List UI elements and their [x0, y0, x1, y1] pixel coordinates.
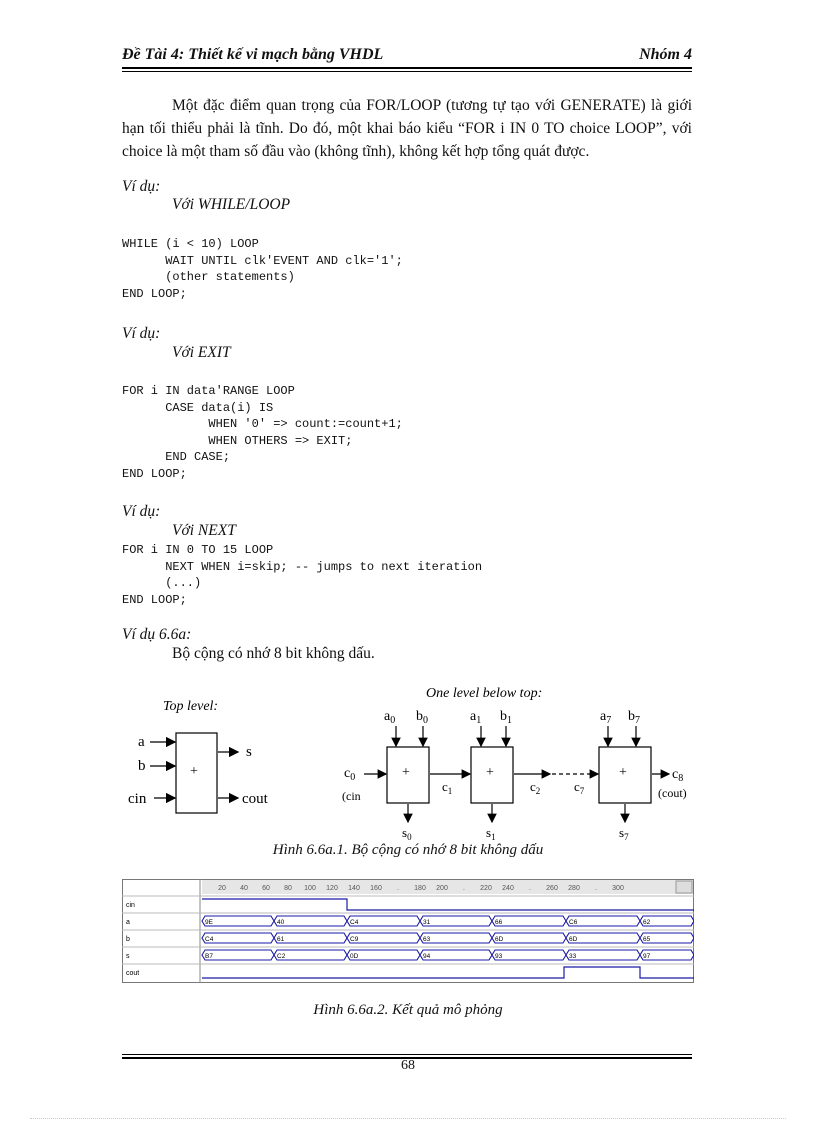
- bus-s-value: C2: [277, 953, 286, 960]
- ruler-tick: 60: [262, 885, 270, 892]
- bus-a-value: C6: [569, 919, 578, 926]
- signal-name-cin: cin: [126, 902, 135, 909]
- header-title: Đề Tài 4: Thiết kế vi mạch bằng VHDL: [122, 46, 384, 63]
- ruler-tick: 140: [348, 885, 360, 892]
- fa0-plus: +: [402, 765, 410, 780]
- bus-s-value: 94: [423, 953, 431, 960]
- a1-label: $a_1$: [470, 709, 482, 726]
- one-level-below-label: One level below top:: [426, 686, 543, 701]
- bus-a-value: 31: [423, 919, 431, 926]
- ruler-tick: 200: [436, 885, 448, 892]
- c7-label: $c_7$: [574, 779, 585, 796]
- signal-name-b: b: [126, 936, 130, 943]
- header-group: Nhóm 4: [639, 46, 692, 63]
- b0-label: $b_0$: [416, 709, 428, 726]
- bus-a-value: C4: [350, 919, 359, 926]
- bus-b-value: 6D: [569, 936, 578, 943]
- s0-label: $s_0$: [402, 825, 412, 842]
- bus-b-value: 61: [277, 936, 285, 943]
- example-sub-2: Với EXIT: [172, 344, 231, 361]
- bus-b-value: 6D: [495, 936, 504, 943]
- adder-block-diagram: [120, 680, 700, 845]
- b7-label: $b_7$: [628, 709, 640, 726]
- example-label-3: Ví dụ:: [122, 503, 161, 520]
- ruler-tick: .: [595, 885, 597, 892]
- ruler-tick: .: [463, 885, 465, 892]
- header-divider: [122, 67, 692, 69]
- signal-name-s: s: [126, 953, 130, 960]
- example-6a-label: Ví dụ 6.6a:: [122, 626, 192, 643]
- fa7-plus: +: [619, 765, 627, 780]
- c8-label: $c_8$: [672, 767, 684, 784]
- c1-label: $c_1$: [442, 779, 453, 796]
- ruler-tick: 260: [546, 885, 558, 892]
- intro-paragraph: Một đặc điểm quan trọng của FOR/LOOP (tương tự tạo với GENERATE) là giới hạn tối thiểu phải là tĩnh. Do đó, một khai báo kiểu “FOR i IN 0 TO choice LOOP”, với choice là một tham số đầu vào (không tĩnh), không kết hợp tổng quát được.: [122, 97, 692, 160]
- ruler-tick: 120: [326, 885, 338, 892]
- ruler-tick: 80: [284, 885, 292, 892]
- ruler-tick: 300: [612, 885, 624, 892]
- signal-name-a: a: [126, 919, 130, 926]
- ruler-scroll-button[interactable]: [676, 881, 692, 893]
- page-bottom-dotted-line: [30, 1118, 786, 1119]
- ruler-tick: 240: [502, 885, 514, 892]
- ruler-tick: .: [529, 885, 531, 892]
- ruler-tick: 180: [414, 885, 426, 892]
- b1-label: $b_1$: [500, 709, 512, 726]
- header-divider-thin: [122, 71, 692, 72]
- example-sub-1: Với WHILE/LOOP: [172, 196, 291, 213]
- example-sub-3: Với NEXT: [172, 522, 236, 539]
- a7-label: $a_7$: [600, 709, 612, 726]
- signal-name-cout: cout: [126, 970, 140, 977]
- s7-label: $s_7$: [619, 825, 629, 842]
- input-b-label: b: [138, 758, 146, 774]
- bus-a-value: 9E: [205, 919, 213, 926]
- bus-s-value: 33: [569, 953, 577, 960]
- bus-s-value: B7: [205, 953, 213, 960]
- cin-note: (cin: [342, 789, 361, 803]
- c2-label: $c_2$: [530, 779, 541, 796]
- bus-s-value: 93: [495, 953, 503, 960]
- a0-label: $a_0$: [384, 709, 396, 726]
- bus-a-value: 62: [643, 919, 651, 926]
- c0-label: $c_0$: [344, 766, 356, 783]
- example-6a-text: Bộ cộng có nhớ 8 bit không dấu.: [172, 645, 375, 662]
- ruler-tick: 40: [240, 885, 248, 892]
- ruler-tick: 100: [304, 885, 316, 892]
- bus-b-value: C9: [350, 936, 359, 943]
- ruler-tick: 160: [370, 885, 382, 892]
- top-level-label: Top level:: [163, 699, 219, 714]
- ruler-tick: 220: [480, 885, 492, 892]
- ruler-tick: 20: [218, 885, 226, 892]
- output-s-label: s: [246, 744, 252, 760]
- code-block-next: FOR i IN 0 TO 15 LOOP NEXT WHEN i=skip; -- jumps to next iteration (...) END LOOP;: [122, 543, 483, 607]
- page-header: [122, 46, 692, 66]
- example-label-2: Ví dụ:: [122, 325, 161, 342]
- example-label-1: Ví dụ:: [122, 178, 161, 195]
- bus-b-value: C4: [205, 936, 214, 943]
- fa1-plus: +: [486, 765, 494, 780]
- bus-a-value: 66: [495, 919, 503, 926]
- simulation-waveform: [122, 879, 694, 983]
- code-block-exit: FOR i IN data'RANGE LOOP CASE data(i) IS WHEN '0' => count:=count+1; WHEN OTHERS => EXIT; END CASE; END LOOP;: [122, 384, 403, 481]
- figure-caption-2: Hình 6.6a.2. Kết quả mô phỏng: [313, 1002, 503, 1018]
- input-a-label: a: [138, 734, 145, 750]
- bus-b-value: 65: [643, 936, 651, 943]
- bus-s-value: 0D: [350, 953, 359, 960]
- figure-caption-1: Hình 6.6a.1. Bộ cộng có nhớ 8 bit không dấu: [272, 842, 544, 858]
- footer-divider-thin: [122, 1054, 692, 1055]
- bus-b-value: 63: [423, 936, 431, 943]
- output-cout-label: cout: [242, 791, 268, 807]
- bus-s-value: 97: [643, 953, 651, 960]
- page-number: 68: [401, 1058, 415, 1073]
- cout-note: (cout): [658, 786, 687, 800]
- s1-label: $s_1$: [486, 825, 496, 842]
- input-cin-label: cin: [128, 791, 147, 807]
- ruler-tick: 280: [568, 885, 580, 892]
- top-plus: +: [190, 764, 198, 779]
- code-block-while: WHILE (i < 10) LOOP WAIT UNTIL clk'EVENT AND clk='1'; (other statements) END LOOP;: [122, 237, 403, 301]
- ruler-tick: .: [397, 885, 399, 892]
- bus-a-value: 40: [277, 919, 285, 926]
